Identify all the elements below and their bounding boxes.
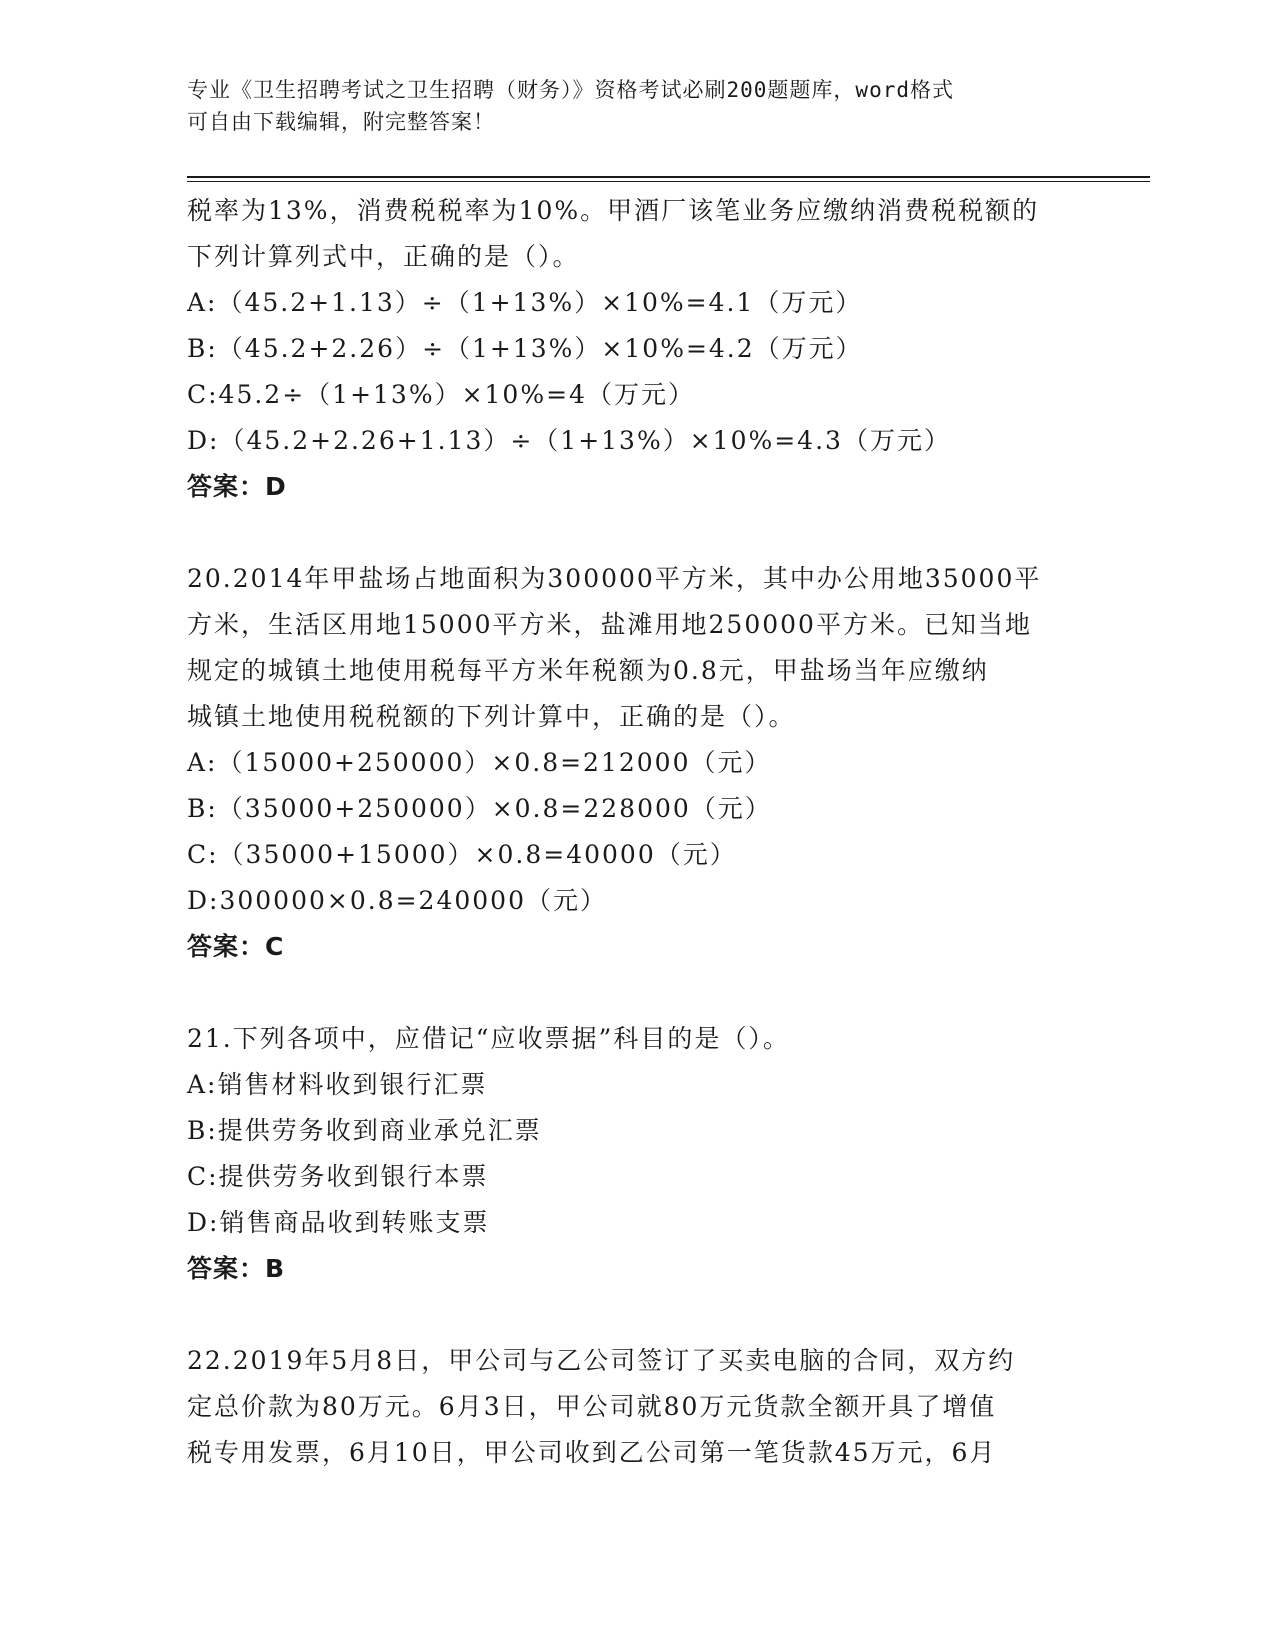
answer-line: 答案：C (187, 932, 285, 961)
spacer (187, 970, 1087, 1016)
option-c: C:提供劳务收到银行本票 (187, 1162, 489, 1191)
question-block (187, 556, 1087, 970)
question-text-line: 方米，生活区用地15000平方米，盐滩用地250000平方米。已知当地 (187, 610, 1032, 639)
question-text-line: 税专用发票，6月10日，甲公司收到乙公司第一笔货款45万元，6月 (187, 1438, 997, 1467)
question-block (187, 188, 1087, 510)
option-a: A:（15000+250000）×0.8=212000（元） (187, 748, 772, 777)
spacer (187, 1292, 1087, 1338)
question-text-line: 21.下列各项中，应借记“应收票据”科目的是（）。 (187, 1024, 790, 1053)
option-d: D:300000×0.8=240000（元） (187, 886, 607, 915)
option-a: A:销售材料收到银行汇票 (187, 1070, 488, 1099)
spacer (187, 510, 1087, 556)
question-content (187, 188, 1087, 1476)
option-c: C:（35000+15000）×0.8=40000（元） (187, 840, 737, 869)
option-c: C:45.2÷（1+13%）×10%=4（万元） (187, 380, 695, 409)
question-text-line: 定总价款为80万元。6月3日，甲公司就80万元货款全额开具了增值 (187, 1392, 997, 1421)
question-text-line: 规定的城镇土地使用税每平方米年税额为0.8元，甲盐场当年应缴纳 (187, 656, 989, 685)
question-text-line: 22.2019年5月8日，甲公司与乙公司签订了买卖电脑的合同，双方约 (187, 1346, 1016, 1375)
question-block (187, 1016, 1087, 1292)
option-b: B:（45.2+2.26）÷（1+13%）×10%=4.2（万元） (187, 334, 863, 363)
option-d: D:销售商品收到转账支票 (187, 1208, 490, 1237)
question-block (187, 1338, 1087, 1476)
option-a: A:（45.2+1.13）÷（1+13%）×10%=4.1（万元） (187, 288, 863, 317)
answer-line: 答案：D (187, 472, 287, 501)
answer-line: 答案：B (187, 1254, 286, 1283)
header-rule-thin (187, 181, 1150, 182)
question-text-line: 税率为13%，消费税税率为10%。甲酒厂该笔业务应缴纳消费税税额的 (187, 196, 1040, 225)
option-b: B:提供劳务收到商业承兑汇票 (187, 1116, 542, 1145)
option-d: D:（45.2+2.26+1.13）÷（1+13%）×10%=4.3（万元） (187, 426, 951, 455)
header-rule-thick (187, 176, 1150, 178)
question-text-line: 下列计算列式中，正确的是（）。 (187, 242, 580, 271)
option-b: B:（35000+250000）×0.8=228000（元） (187, 794, 772, 823)
header-line-2: 可自由下载编辑，附完整答案！ (187, 110, 495, 134)
header-line-1: 专业《卫生招聘考试之卫生招聘（财务）》资格考试必刷200题题库，word格式 (187, 78, 954, 102)
document-header (187, 74, 1087, 138)
question-text-line: 城镇土地使用税税额的下列计算中，正确的是（）。 (187, 702, 796, 731)
question-text-line: 20.2014年甲盐场占地面积为300000平方米，其中办公用地35000平 (187, 564, 1042, 593)
